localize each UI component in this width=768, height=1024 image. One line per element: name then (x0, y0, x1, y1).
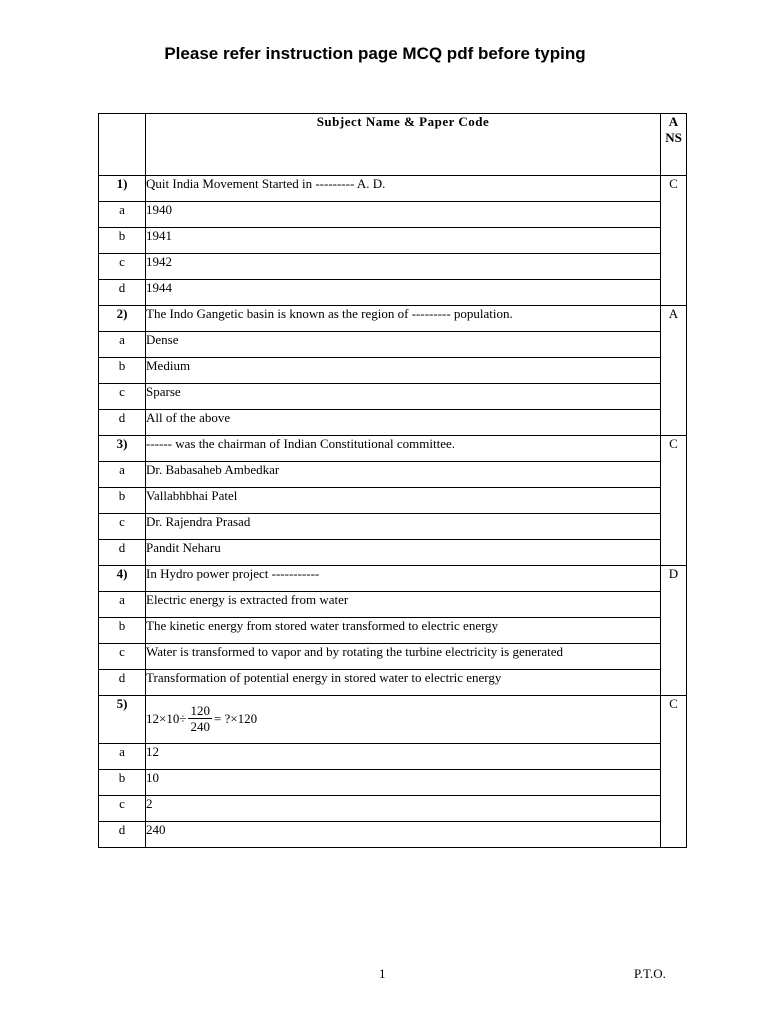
option-text: Water is transformed to vapor and by rotating the turbine electricity is generated (146, 644, 661, 670)
option-letter: c (99, 384, 146, 410)
option-letter: b (99, 618, 146, 644)
formula-suffix: = ?×120 (213, 711, 258, 726)
question-text: ------ was the chairman of Indian Constitutional committee. (146, 436, 661, 462)
option-letter: b (99, 488, 146, 514)
answer-key: C (661, 436, 687, 566)
question-formula (146, 696, 661, 744)
question-text: In Hydro power project ----------- (146, 566, 661, 592)
option-text: 2 (146, 796, 661, 822)
mcq-table (98, 113, 687, 848)
answer-key: A (661, 306, 687, 436)
question-row (99, 696, 687, 744)
option-row (99, 744, 687, 770)
option-text: 12 (146, 744, 661, 770)
page-heading: Please refer instruction page MCQ pdf before typing (164, 44, 586, 63)
question-row (99, 566, 687, 592)
question-row (99, 436, 687, 462)
pto-label: P.T.O. (634, 966, 666, 981)
answer-key: C (661, 176, 687, 306)
option-text: Dense (146, 332, 661, 358)
option-letter: d (99, 540, 146, 566)
option-row (99, 514, 687, 540)
question-number: 3) (99, 436, 146, 462)
option-row (99, 462, 687, 488)
option-row (99, 384, 687, 410)
option-text: 1941 (146, 228, 661, 254)
option-letter: d (99, 410, 146, 436)
option-row (99, 280, 687, 306)
option-text: Transformation of potential energy in stored water to electric energy (146, 670, 661, 696)
question-text: The Indo Gangetic basin is known as the region of --------- population. (146, 306, 661, 332)
option-text: The kinetic energy from stored water transformed to electric energy (146, 618, 661, 644)
question-row (99, 176, 687, 202)
formula-denominator: 240 (190, 719, 210, 734)
question-number: 1) (99, 176, 146, 202)
option-row (99, 228, 687, 254)
formula-fraction (188, 703, 212, 735)
option-row (99, 254, 687, 280)
question-row (99, 306, 687, 332)
option-row (99, 796, 687, 822)
option-row (99, 358, 687, 384)
option-letter: c (99, 514, 146, 540)
option-letter: a (99, 462, 146, 488)
option-row (99, 822, 687, 848)
option-row (99, 618, 687, 644)
option-letter: a (99, 744, 146, 770)
answer-key: D (661, 566, 687, 696)
subject-title-cell (146, 114, 661, 176)
question-number: 5) (99, 696, 146, 744)
option-text: Sparse (146, 384, 661, 410)
option-text: 1944 (146, 280, 661, 306)
option-letter: c (99, 796, 146, 822)
option-text: Electric energy is extracted from water (146, 592, 661, 618)
option-text: Dr. Rajendra Prasad (146, 514, 661, 540)
option-row (99, 540, 687, 566)
formula-prefix: 12×10÷ (146, 711, 187, 726)
option-row (99, 410, 687, 436)
question-number: 4) (99, 566, 146, 592)
option-letter: d (99, 670, 146, 696)
option-text: 10 (146, 770, 661, 796)
option-letter: d (99, 280, 146, 306)
answer-column-header (661, 114, 687, 176)
option-letter: a (99, 592, 146, 618)
option-text: Vallabhbhai Patel (146, 488, 661, 514)
page-number: 1 (379, 966, 386, 981)
option-row (99, 770, 687, 796)
answer-key: C (661, 696, 687, 848)
option-letter: d (99, 822, 146, 848)
answer-header-line2: NS (665, 130, 682, 145)
option-row (99, 592, 687, 618)
option-text: 240 (146, 822, 661, 848)
option-letter: c (99, 644, 146, 670)
option-text: 1940 (146, 202, 661, 228)
formula-numerator: 120 (190, 703, 210, 718)
option-letter: b (99, 358, 146, 384)
option-letter: b (99, 770, 146, 796)
option-text: 1942 (146, 254, 661, 280)
option-text: Medium (146, 358, 661, 384)
option-row (99, 670, 687, 696)
option-text: Dr. Babasaheb Ambedkar (146, 462, 661, 488)
question-number: 2) (99, 306, 146, 332)
header-blank-cell (99, 114, 146, 176)
option-letter: c (99, 254, 146, 280)
option-letter: a (99, 202, 146, 228)
option-letter: a (99, 332, 146, 358)
option-row (99, 644, 687, 670)
subject-title: Subject Name & Paper Code (316, 114, 490, 129)
formula-expression (146, 696, 660, 742)
answer-header-line1: A (668, 114, 679, 129)
option-text: Pandit Neharu (146, 540, 661, 566)
question-text: Quit India Movement Started in --------- A. D. (146, 176, 661, 202)
option-row (99, 202, 687, 228)
table-header-row (99, 114, 687, 176)
option-text: All of the above (146, 410, 661, 436)
option-row (99, 332, 687, 358)
option-row (99, 488, 687, 514)
option-letter: b (99, 228, 146, 254)
